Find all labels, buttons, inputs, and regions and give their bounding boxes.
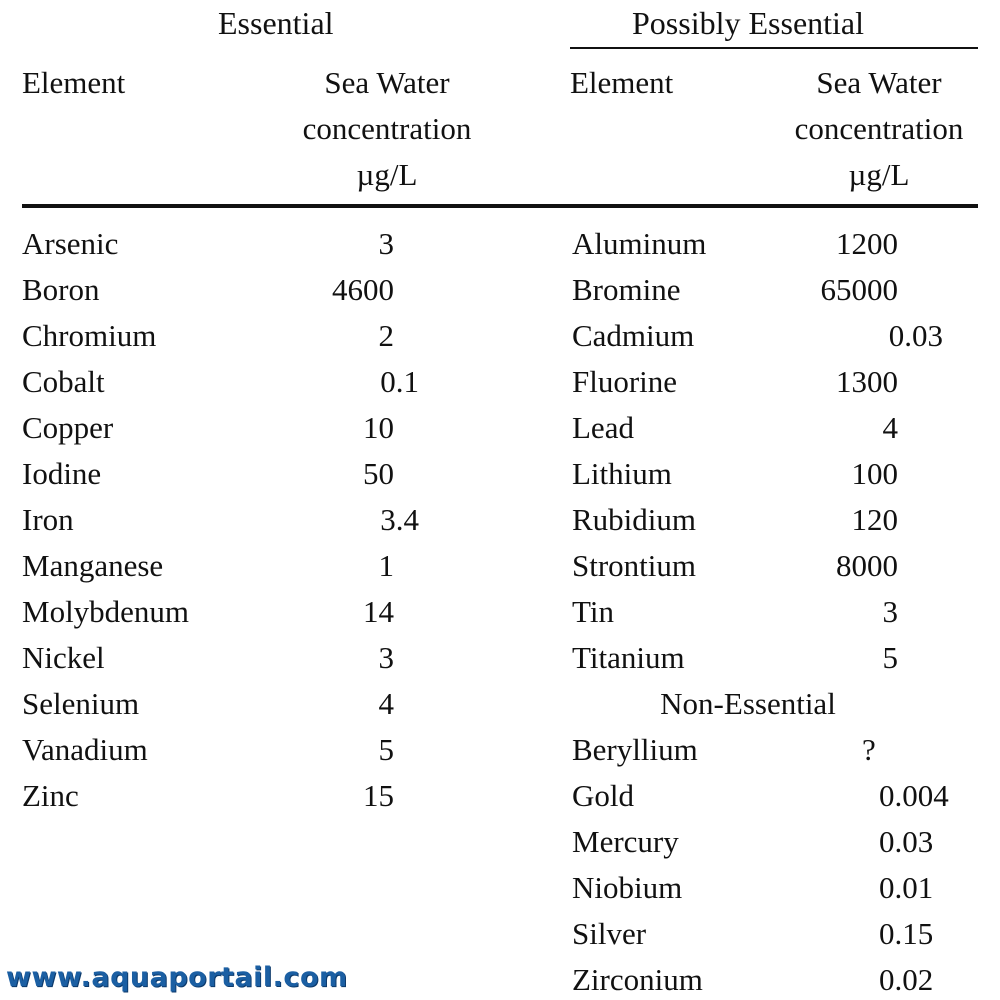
essential-value-cell: 14 — [363, 594, 394, 629]
possibly-essential-element-cell: Aluminum — [572, 226, 707, 261]
non-essential-group-heading: Non-Essential — [660, 686, 836, 721]
essential-element-cell: Zinc — [22, 778, 79, 813]
possibly-essential-element-cell: Bromine — [572, 272, 681, 307]
essential-element-header: Element — [22, 65, 126, 100]
site-watermark: www.aquaportail.com — [6, 962, 348, 993]
concentration-header-line-1: Sea Water — [324, 65, 450, 100]
essential-element-cell: Cobalt — [22, 364, 105, 399]
non-essential-value-cell: ? — [862, 732, 876, 767]
essential-value-cell: 4600 — [332, 272, 394, 307]
possibly-essential-element-cell: Rubidium — [572, 502, 697, 537]
header-rule — [22, 204, 978, 208]
essential-element-cell: Boron — [22, 272, 100, 307]
essential-value-cell: 5 — [378, 732, 394, 767]
essential-value-cell: 3 — [378, 226, 394, 261]
essential-value-cell: 3 — [378, 640, 394, 675]
concentration-header-line-3: µg/L — [848, 157, 910, 192]
non-essential-element-cell: Beryllium — [572, 732, 698, 767]
possibly-essential-group-heading: Possibly Essential — [632, 5, 865, 41]
essential-group-heading: Essential — [218, 5, 334, 41]
possibly-essential-element-cell: Cadmium — [572, 318, 695, 353]
essential-concentration-header — [282, 60, 492, 198]
non-essential-value-cell: 0.02 — [879, 962, 934, 997]
essential-value-cell: 50 — [363, 456, 394, 491]
possibly-essential-element-cell: Lead — [572, 410, 634, 445]
essential-element-cell: Nickel — [22, 640, 105, 675]
possibly-essential-value-cell: 65000 — [820, 272, 898, 307]
concentration-header-line-1: Sea Water — [816, 65, 942, 100]
essential-element-cell: Selenium — [22, 686, 140, 721]
possibly-essential-value-cell: 3 — [882, 594, 898, 629]
essential-element-cell: Iron — [22, 502, 74, 537]
essential-element-cell: Arsenic — [22, 226, 119, 261]
essential-value-cell: 2 — [378, 318, 394, 353]
non-essential-value-cell: 0.01 — [879, 870, 934, 905]
concentration-header-line-2: concentration — [302, 111, 472, 146]
essential-element-cell: Iodine — [22, 456, 102, 491]
concentration-header-line-2: concentration — [794, 111, 964, 146]
essential-element-cell: Molybdenum — [22, 594, 190, 629]
possibly-essential-element-header: Element — [570, 65, 674, 100]
possibly-essential-value-cell: 0.03 — [888, 318, 943, 353]
possibly-essential-element-cell: Titanium — [572, 640, 685, 675]
essential-element-cell: Manganese — [22, 548, 164, 583]
non-essential-element-cell: Zirconium — [572, 962, 703, 997]
possibly-essential-value-cell: 4 — [882, 410, 898, 445]
possibly-essential-element-cell: Tin — [572, 594, 614, 629]
non-essential-element-cell: Mercury — [572, 824, 679, 859]
possibly-essential-value-cell: 5 — [882, 640, 898, 675]
possibly-essential-element-cell: Fluorine — [572, 364, 678, 399]
essential-element-cell: Chromium — [22, 318, 157, 353]
non-essential-element-cell: Gold — [572, 778, 634, 813]
possibly-essential-value-cell: 1300 — [836, 364, 898, 399]
essential-value-cell: 3.4 — [380, 502, 419, 537]
possibly-essential-element-cell: Strontium — [572, 548, 697, 583]
non-essential-element-cell: Niobium — [572, 870, 683, 905]
possibly-essential-value-cell: 1200 — [836, 226, 898, 261]
possibly-essential-element-cell: Lithium — [572, 456, 672, 491]
essential-element-cell: Vanadium — [22, 732, 148, 767]
essential-element-cell: Copper — [22, 410, 114, 445]
non-essential-value-cell: 0.004 — [879, 778, 949, 813]
essential-value-cell: 1 — [378, 548, 394, 583]
possibly-essential-concentration-header — [774, 60, 984, 198]
essential-value-cell: 15 — [363, 778, 394, 813]
non-essential-element-cell: Silver — [572, 916, 647, 951]
essential-value-cell: 10 — [363, 410, 394, 445]
non-essential-value-cell: 0.03 — [879, 824, 934, 859]
possibly-essential-value-cell: 8000 — [836, 548, 898, 583]
possibly-essential-value-cell: 120 — [851, 502, 898, 537]
essential-value-cell: 4 — [378, 686, 394, 721]
concentration-header-line-3: µg/L — [356, 157, 418, 192]
essential-value-cell: 0.1 — [380, 364, 419, 399]
possibly-essential-value-cell: 100 — [851, 456, 898, 491]
non-essential-value-cell: 0.15 — [879, 916, 934, 951]
top-rule — [570, 47, 978, 49]
